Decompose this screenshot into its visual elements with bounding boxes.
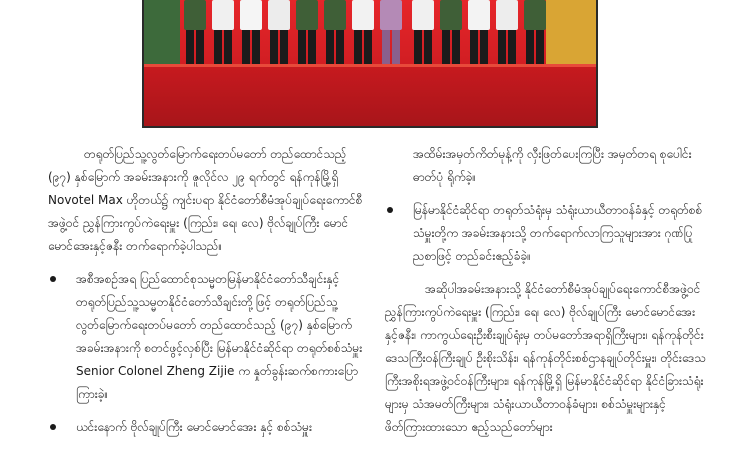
- guest-figure: [268, 0, 290, 64]
- bullet-text: အစီအစဉ်အရ ပြည်ထောင်စုသမ္မတမြန်မာနိုင်ငံတော်သီချင်းနှင့် တရုတ်ပြည်သူ့သမ္မတနိုင်ငံတော်သီချင်းတို့ဖြင့် တရုတ်ပြည်သူ့လွတ်မြောက်ရေးတပ်မတော် တည်ထောင်သည့် (၉၇) နှစ်မြောက် အခမ်းအနားကို စတင်ဖွင့်လှစ်ပြီး မြန်မာနိုင်ငံဆိုင်ရာ တရုတ်စစ်သံမှူး Senior Colonel Zheng Zijie က နှုတ်ခွန်းဆက်စကားပြောကြားခဲ့။: [76, 272, 363, 401]
- guest-figure: [240, 0, 262, 64]
- flag-left: [144, 0, 180, 64]
- guest-figure: [212, 0, 234, 64]
- continuation-paragraph: အထိမ်းအမှတ်ကိတ်မုန့်ကို လှီးဖြတ်ပေးကြပြီး အမှတ်တရ စုပေါင်းဓာတ်ပုံ ရိုက်ခဲ့။: [413, 147, 692, 184]
- bullet-item: [48, 416, 370, 439]
- attendees-paragraph: အဆိုပါအခမ်းအနားသို့ နိုင်ငံတော်စီမံအုပ်ချုပ်ရေးကောင်စီအဖွဲ့ဝင် ညွှန်ကြားကွပ်ကဲရေးမှူး (ကြည်း၊ ရေ၊ လေ) ဗိုလ်ချုပ်ကြီး မောင်မောင်အေးနှင့်ဇနီး၊ ကာကွယ်ရေးဦးစီးချုပ်ရုံးမှ တပ်မတော်အရာရှိကြီးများ၊ ရန်ကုန်တိုင်းဒေသကြီးဝန်ကြီးချုပ် ဦးစိုးသိန်း၊ ရန်ကုန်တိုင်းစစ်ဌာနချုပ်တိုင်းမှူး၊ တိုင်းဒေသကြီးအစိုးရအဖွဲ့ဝင်ဝန်ကြီးများ၊ ရန်ကုန်မြို့ရှိ မြန်မာနိုင်ငံဆိုင်ရာ နိုင်ငံခြားသံရုံးများမှ သံအမတ်ကြီးများ၊ သံရုံးယာယီတာဝန်ခံများ၊ စစ်သံမှူးများနှင့် ဖိတ်ကြားထားသော ဧည့်သည်တော်များ: [385, 282, 706, 434]
- bullet-text: မြန်မာနိုင်ငံဆိုင်ရာ တရုတ်သံရုံးမှ သံရုံးယာယီတာဝန်ခံနှင့် တရုတ်စစ်သံမှူးတို့က အခမ်းအနားသို့ တက်ရောက်လာကြသူများအား ဂုဏ်ပြုညစာဖြင့် တည်ခင်းဧည့်ခံခဲ့။: [413, 203, 703, 263]
- flag-right: [546, 0, 596, 64]
- guest-figure: [184, 0, 206, 64]
- bullet-icon: [50, 276, 56, 282]
- bullet-item: [385, 199, 707, 268]
- guest-figure: [296, 0, 318, 64]
- right-column: [385, 143, 707, 439]
- guest-figure: [352, 0, 374, 64]
- event-photo: [142, 0, 598, 128]
- intro-paragraph: တရုတ်ပြည်သူ့လွတ်မြောက်ရေးတပ်မတော် တည်ထောင်သည့် (၉၇) နှစ်မြောက် အခမ်းအနားကို ဇူလိုင်လ ၂၉ ရက်တွင် ရန်ကုန်မြို့ရှိ Novotel Max ဟိုတယ်၌ ကျင်းပရာ နိုင်ငံတော်စီမံအုပ်ချုပ်ရေးကောင်စီအဖွဲ့ဝင် ညွှန်ကြားကွပ်ကဲရေးမှူး (ကြည်း၊ ရေ၊ လေ) ဗိုလ်ချုပ်ကြီး မောင်မောင်အေးနှင့်ဇနီး တက်ရောက်ခဲ့ပါသည်။: [48, 147, 363, 253]
- guest-figure: [412, 0, 434, 64]
- guest-figure: [324, 0, 346, 64]
- bullet-icon: [50, 424, 56, 430]
- left-column: [48, 143, 370, 439]
- guest-figure: [496, 0, 518, 64]
- guest-figure: [524, 0, 546, 64]
- bullet-item: [48, 268, 370, 406]
- guest-figure: [440, 0, 462, 64]
- carpet-stripe: [144, 64, 596, 67]
- red-carpet: [144, 64, 596, 126]
- bullet-icon: [387, 207, 393, 213]
- guest-figure: [380, 0, 402, 64]
- bullet-text: ယင်းနောက် ဗိုလ်ချုပ်ကြီး မောင်မောင်အေး နှင့် စစ်သံမှူး: [76, 420, 313, 434]
- guest-figure: [468, 0, 490, 64]
